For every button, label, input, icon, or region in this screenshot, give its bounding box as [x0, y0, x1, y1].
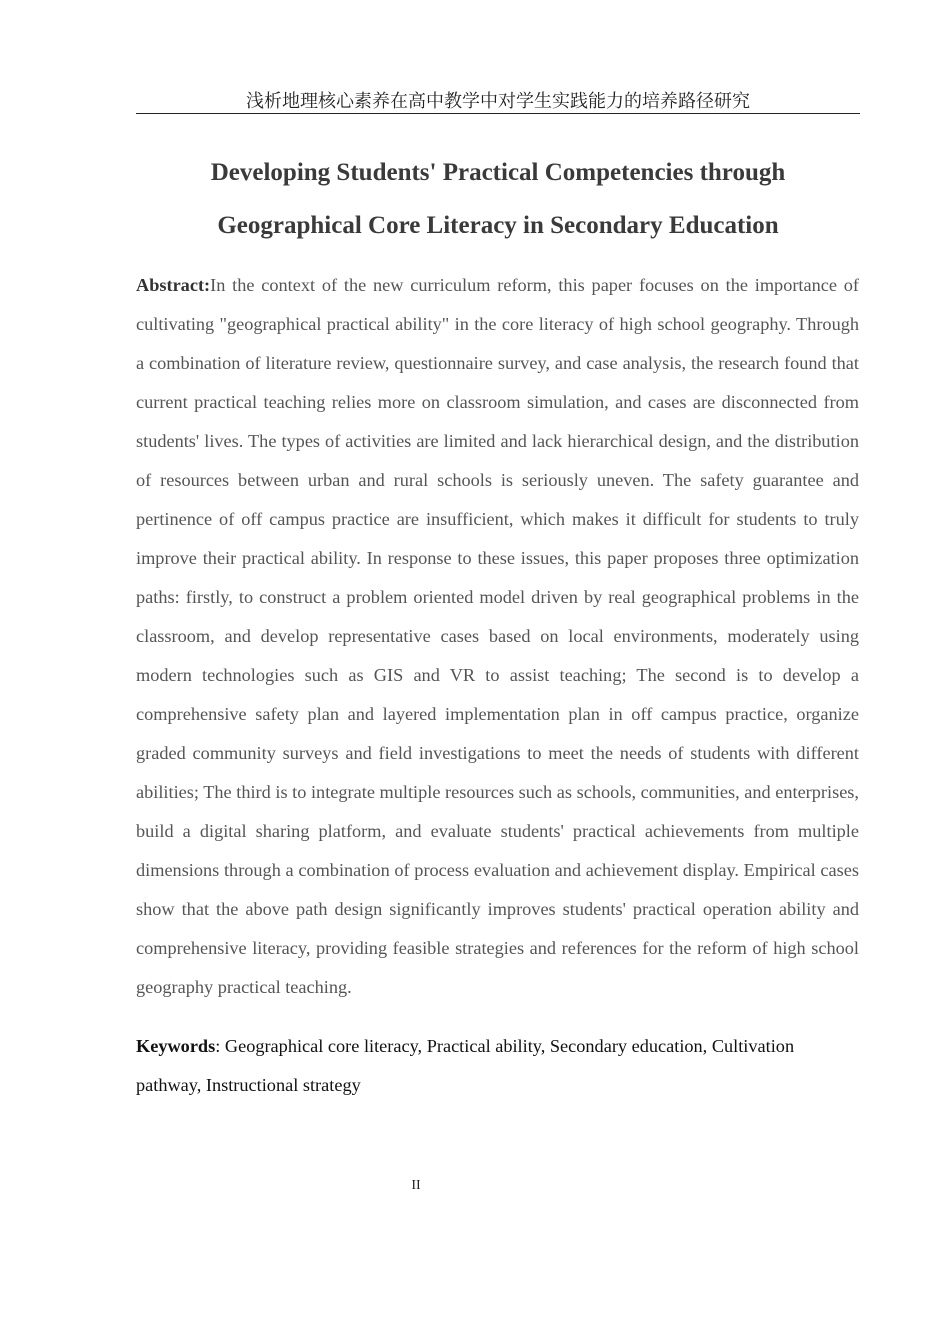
abstract-label: Abstract: — [136, 275, 211, 295]
page-number: II — [411, 1178, 421, 1193]
abstract-paragraph — [136, 266, 859, 1007]
keywords-paragraph — [136, 1027, 859, 1105]
paper-title-line-1: Developing Students' Practical Competencies through — [210, 159, 786, 186]
keywords-separator: : — [215, 1036, 225, 1056]
keywords-text: Geographical core literacy, Practical ability, Secondary education, Cultivation pathway, Instructional strategy — [136, 1036, 795, 1095]
abstract-text: In the context of the new curriculum reform, this paper focuses on the importance of cultivating "geographical practical ability" in the core literacy of high school geography. Through a combination of literature review, questionnaire survey, and case analysis, the research found that current practical teaching relies more on classroom simulation, and cases are disconnected from students' lives. The types of activities are limited and lack hierarchical design, and the distribution of resources between urban and rural schools is seriously uneven. The safety guarantee and pertinence of off campus practice are insufficient, which makes it difficult for students to truly improve their practical ability. In response to these issues, this paper proposes three optimization paths: firstly, to construct a problem oriented model driven by real geographical problems in the classroom, and develop representative cases based on local environments, moderately using modern technologies such as GIS and VR to assist teaching; The second is to develop a comprehensive safety plan and layered implementation plan in off campus practice, organize graded community surveys and field investigations to meet the needs of students with different abilities; The third is to integrate multiple resources such as schools, communities, and enterprises, build a digital sharing platform, and evaluate students' practical achievements from multiple dimensions through a combination of process evaluation and achievement display. Empirical cases show that the above path design significantly improves students' practical operation ability and comprehensive literacy, providing feasible strategies and references for the reform of high school geography practical teaching. — [136, 275, 859, 997]
keywords-label: Keywords — [136, 1036, 216, 1056]
paper-title — [136, 146, 860, 252]
header-rule — [136, 113, 860, 114]
paper-title-line-2: Geographical Core Literacy in Secondary Education — [217, 212, 779, 239]
running-header: 浅析地理核心素养在高中教学中对学生实践能力的培养路径研究 — [246, 91, 750, 112]
